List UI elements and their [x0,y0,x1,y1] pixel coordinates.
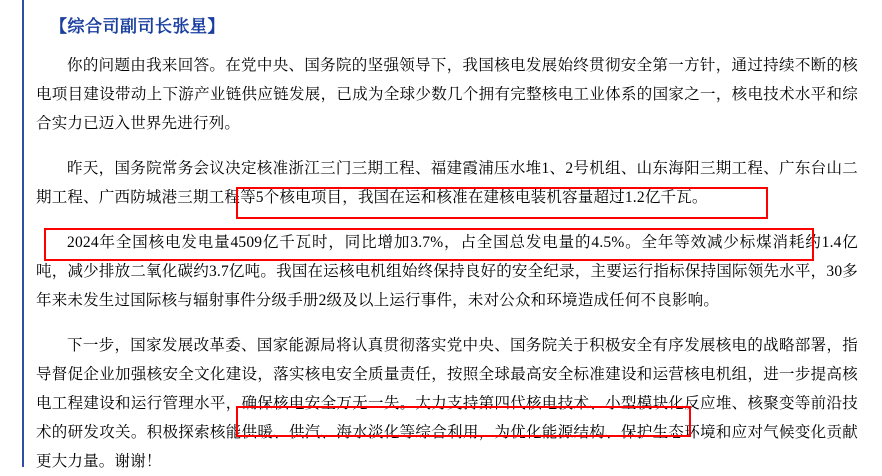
paragraph-4: 下一步，国家发展改革委、国家能源局将认真贯彻落实党中央、国务院关于积极安全有序发展核电的战略部署，指导督促企业加强核安全文化建设，落实核电安全质量责任，按照全球最高安全标准建设和运营核电机组，进一步提高核电工程建设和运行管理水平，确保核电安全万无一失。大力支持第四代核电技术、小型模块化反应堆、核聚变等前沿技术的研发攻关。积极探索核能供暖、供汽、海水淡化等综合利用，为优化能源结构、保护生态环境和应对气候变化贡献更大力量。谢谢！ [36,337,858,470]
paragraph-2: 昨天，国务院常务会议决定核准浙江三门三期工程、福建霞浦压水堆1、2号机组、山东海阳三期工程、广东台山二期工程、广西防城港三期工程等5个核电项目，我国在运和核准在建核电装机容量超过1.2亿千瓦。 [36,160,858,206]
paragraph-3: 2024年全国核电发电量4509亿千瓦时，同比增加3.7%，占全国总发电量的4.5%。全年等效减少标煤消耗约1.4亿吨，减少排放二氧化碳约3.7亿吨。我国在运核电机组始终保持良好的安全纪录，主要运行指标保持国际领先水平，30多年来未发生过国际核与辐射事件分级手册2级及以上运行事件，未对公众和环境造成任何不良影响。 [36,234,858,309]
page-title: 【综合司副司长张星】 [50,17,225,36]
left-margin-rule [22,0,24,467]
paragraph-1: 你的问题由我来回答。在党中央、国务院的坚强领导下，我国核电发展始终贯彻安全第一方针，通过持续不断的核电项目建设带动上下游产业链供应链发展，已成为全球少数几个拥有完整核电工业体系的国家之一，核电技术水平和综合实力已迈入世界先进行列。 [36,57,858,132]
